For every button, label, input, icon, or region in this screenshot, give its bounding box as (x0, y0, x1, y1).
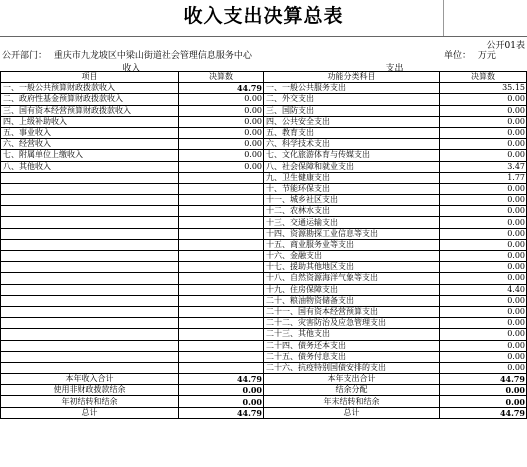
form-number: 公开01表 (486, 41, 525, 51)
income-amount-cell (179, 340, 264, 351)
table-row (1, 150, 527, 161)
total-row (1, 396, 527, 407)
expense-amount-cell: 0.00 (440, 150, 527, 161)
table-row (1, 172, 527, 183)
expense-item-cell: 本年支出合计 (264, 374, 440, 385)
expense-amount-cell: 0.00 (440, 362, 527, 373)
expense-amount-cell: 0.00 (440, 94, 527, 105)
income-amount-cell: 0.00 (179, 385, 264, 396)
income-amount-cell (179, 183, 264, 194)
expense-amount-cell: 3.47 (440, 161, 527, 172)
department-name: 重庆市九龙坡区中梁山街道社会管理信息服务中心 (53, 51, 252, 61)
expense-item-cell: 二十五、债务付息支出 (264, 351, 440, 362)
income-amount-cell (179, 262, 264, 273)
expense-amount-cell: 0.00 (440, 306, 527, 317)
income-amount-cell: 0.00 (179, 94, 264, 105)
table-row (1, 206, 527, 217)
table-row (1, 183, 527, 194)
income-item-cell (1, 206, 179, 217)
expense-item-cell: 十四、资源勘探工业信息等支出 (264, 228, 440, 239)
table-row (1, 139, 527, 150)
income-amount-cell (179, 306, 264, 317)
expense-item-cell: 结余分配 (264, 385, 440, 396)
income-amount-cell: 0.00 (179, 116, 264, 127)
expense-item-cell: 十五、商业服务业等支出 (264, 239, 440, 250)
income-item-cell (1, 273, 179, 284)
expense-item-cell: 三、国防支出 (264, 105, 440, 116)
expense-item-cell: 二十三、其他支出 (264, 329, 440, 340)
income-item-header: 项目 (1, 72, 179, 83)
expense-amount-cell: 0.00 (440, 351, 527, 362)
table-row (1, 94, 527, 105)
expense-item-cell: 八、社会保障和就业支出 (264, 161, 440, 172)
title-divider (443, 0, 444, 37)
income-amount-cell (179, 362, 264, 373)
table-row (1, 362, 527, 373)
unit-value: 万元 (477, 51, 496, 61)
unit-line (444, 48, 496, 61)
expense-amount-cell: 0.00 (440, 228, 527, 239)
expense-item-cell: 十九、住房保障支出 (264, 284, 440, 295)
income-item-cell: 八、其他收入 (1, 161, 179, 172)
expense-amount-cell: 1.77 (440, 172, 527, 183)
income-amount-cell (179, 172, 264, 183)
expense-item-cell: 六、科学技术支出 (264, 139, 440, 150)
income-item-cell (1, 183, 179, 194)
table-row (1, 262, 527, 273)
income-item-cell: 四、上级补助收入 (1, 116, 179, 127)
expense-item-cell: 十七、援助其他地区支出 (264, 262, 440, 273)
expense-item-header: 功能分类科目 (264, 72, 440, 83)
income-item-cell: 年初结转和结余 (1, 396, 179, 407)
income-item-cell: 六、经营收入 (1, 139, 179, 150)
income-item-cell (1, 295, 179, 306)
table-row (1, 217, 527, 228)
expense-amount-cell: 35.15 (440, 83, 527, 94)
expense-item-cell: 十八、自然资源海洋气象等支出 (264, 273, 440, 284)
expense-item-cell: 七、文化旅游体育与传媒支出 (264, 150, 440, 161)
department-label: 公开部门： (2, 51, 48, 61)
unit-label: 单位： (444, 51, 472, 61)
income-item-cell: 使用非财政拨款结余 (1, 385, 179, 396)
income-amount-cell: 0.00 (179, 396, 264, 407)
income-item-cell (1, 329, 179, 340)
income-item-cell (1, 228, 179, 239)
table-row (1, 329, 527, 340)
income-amount-header: 决算数 (179, 72, 264, 83)
expense-amount-cell: 0.00 (440, 239, 527, 250)
income-item-cell (1, 362, 179, 373)
income-amount-cell (179, 295, 264, 306)
income-amount-cell (179, 351, 264, 362)
expense-amount-cell: 0.00 (440, 217, 527, 228)
expense-item-cell: 二十一、国有资本经营预算支出 (264, 306, 440, 317)
expense-item-cell: 十六、金融支出 (264, 251, 440, 262)
income-item-cell (1, 262, 179, 273)
income-item-cell (1, 318, 179, 329)
expense-amount-cell: 0.00 (440, 127, 527, 138)
income-item-cell (1, 172, 179, 183)
table-row (1, 306, 527, 317)
income-amount-cell (179, 239, 264, 250)
expense-item-cell: 二十二、灾害防治及应急管理支出 (264, 318, 440, 329)
table-row (1, 161, 527, 172)
income-item-cell: 五、事业收入 (1, 127, 179, 138)
income-item-cell: 二、政府性基金预算财政拨款收入 (1, 94, 179, 105)
report-title: 收入支出决算总表 (183, 5, 344, 27)
table-header-row (1, 72, 527, 83)
income-amount-cell (179, 251, 264, 262)
expense-item-cell: 总计 (264, 407, 440, 418)
income-item-cell (1, 251, 179, 262)
income-amount-cell (179, 228, 264, 239)
expense-amount-cell: 0.00 (440, 262, 527, 273)
expense-item-cell: 十二、农林水支出 (264, 206, 440, 217)
table-row (1, 116, 527, 127)
expense-item-cell: 一、一般公共服务支出 (264, 83, 440, 94)
expense-amount-cell: 0.00 (440, 139, 527, 150)
income-item-cell (1, 284, 179, 295)
income-amount-cell: 0.00 (179, 127, 264, 138)
department-line (2, 48, 252, 61)
income-section-label: 收入 (122, 64, 141, 74)
total-row (1, 374, 527, 385)
expense-amount-cell: 0.00 (440, 206, 527, 217)
income-item-cell: 总计 (1, 407, 179, 418)
table-row (1, 105, 527, 116)
income-item-cell (1, 340, 179, 351)
expense-item-cell: 五、教育支出 (264, 127, 440, 138)
expense-amount-cell: 4.40 (440, 284, 527, 295)
table-row (1, 239, 527, 250)
expense-item-cell: 九、卫生健康支出 (264, 172, 440, 183)
income-amount-cell: 0.00 (179, 105, 264, 116)
expense-amount-cell: 0.00 (440, 396, 527, 407)
expense-amount-cell: 0.00 (440, 251, 527, 262)
table-row (1, 340, 527, 351)
expense-item-cell: 十、节能环保支出 (264, 183, 440, 194)
income-amount-cell (179, 195, 264, 206)
income-amount-cell (179, 217, 264, 228)
income-amount-cell (179, 329, 264, 340)
expense-amount-cell: 44.79 (440, 374, 527, 385)
income-amount-cell: 0.00 (179, 139, 264, 150)
expense-item-cell: 二十六、抗疫特别国债安排的支出 (264, 362, 440, 373)
expense-item-cell: 二十、粮油物资储备支出 (264, 295, 440, 306)
income-item-cell: 七、附属单位上缴收入 (1, 150, 179, 161)
table-row (1, 273, 527, 284)
table-row (1, 251, 527, 262)
income-item-cell: 本年收入合计 (1, 374, 179, 385)
expense-amount-cell: 0.00 (440, 273, 527, 284)
table-row (1, 284, 527, 295)
income-amount-cell (179, 273, 264, 284)
income-item-cell: 三、国有资本经营预算财政拨款收入 (1, 105, 179, 116)
header-rule (0, 36, 527, 37)
income-amount-cell: 44.79 (179, 83, 264, 94)
income-amount-cell (179, 284, 264, 295)
income-amount-cell (179, 206, 264, 217)
budget-table (0, 71, 527, 419)
income-item-cell: 一、一般公共预算财政拨款收入 (1, 83, 179, 94)
income-amount-cell: 0.00 (179, 150, 264, 161)
table-row (1, 228, 527, 239)
total-row (1, 385, 527, 396)
expense-amount-cell: 44.79 (440, 407, 527, 418)
expense-amount-cell: 0.00 (440, 195, 527, 206)
expense-amount-cell: 0.00 (440, 340, 527, 351)
income-item-cell (1, 195, 179, 206)
expense-section-label: 支出 (385, 64, 404, 74)
income-item-cell (1, 239, 179, 250)
expense-amount-cell: 0.00 (440, 295, 527, 306)
income-amount-cell: 44.79 (179, 374, 264, 385)
total-row (1, 407, 527, 418)
expense-item-cell: 四、公共安全支出 (264, 116, 440, 127)
table-row (1, 127, 527, 138)
income-amount-cell (179, 318, 264, 329)
expense-amount-header: 决算数 (440, 72, 527, 83)
expense-amount-cell: 0.00 (440, 183, 527, 194)
expense-item-cell: 二、外交支出 (264, 94, 440, 105)
income-amount-cell: 44.79 (179, 407, 264, 418)
expense-amount-cell: 0.00 (440, 329, 527, 340)
table-row (1, 83, 527, 94)
expense-item-cell: 年末结转和结余 (264, 396, 440, 407)
expense-item-cell: 十一、城乡社区支出 (264, 195, 440, 206)
table-row (1, 351, 527, 362)
expense-amount-cell: 0.00 (440, 105, 527, 116)
expense-item-cell: 二十四、债务还本支出 (264, 340, 440, 351)
table-row (1, 318, 527, 329)
expense-item-cell: 十三、交通运输支出 (264, 217, 440, 228)
expense-amount-cell: 0.00 (440, 318, 527, 329)
expense-amount-cell: 0.00 (440, 385, 527, 396)
expense-amount-cell: 0.00 (440, 116, 527, 127)
table-row (1, 295, 527, 306)
income-item-cell (1, 351, 179, 362)
income-item-cell (1, 217, 179, 228)
income-amount-cell: 0.00 (179, 161, 264, 172)
table-row (1, 195, 527, 206)
income-item-cell (1, 306, 179, 317)
